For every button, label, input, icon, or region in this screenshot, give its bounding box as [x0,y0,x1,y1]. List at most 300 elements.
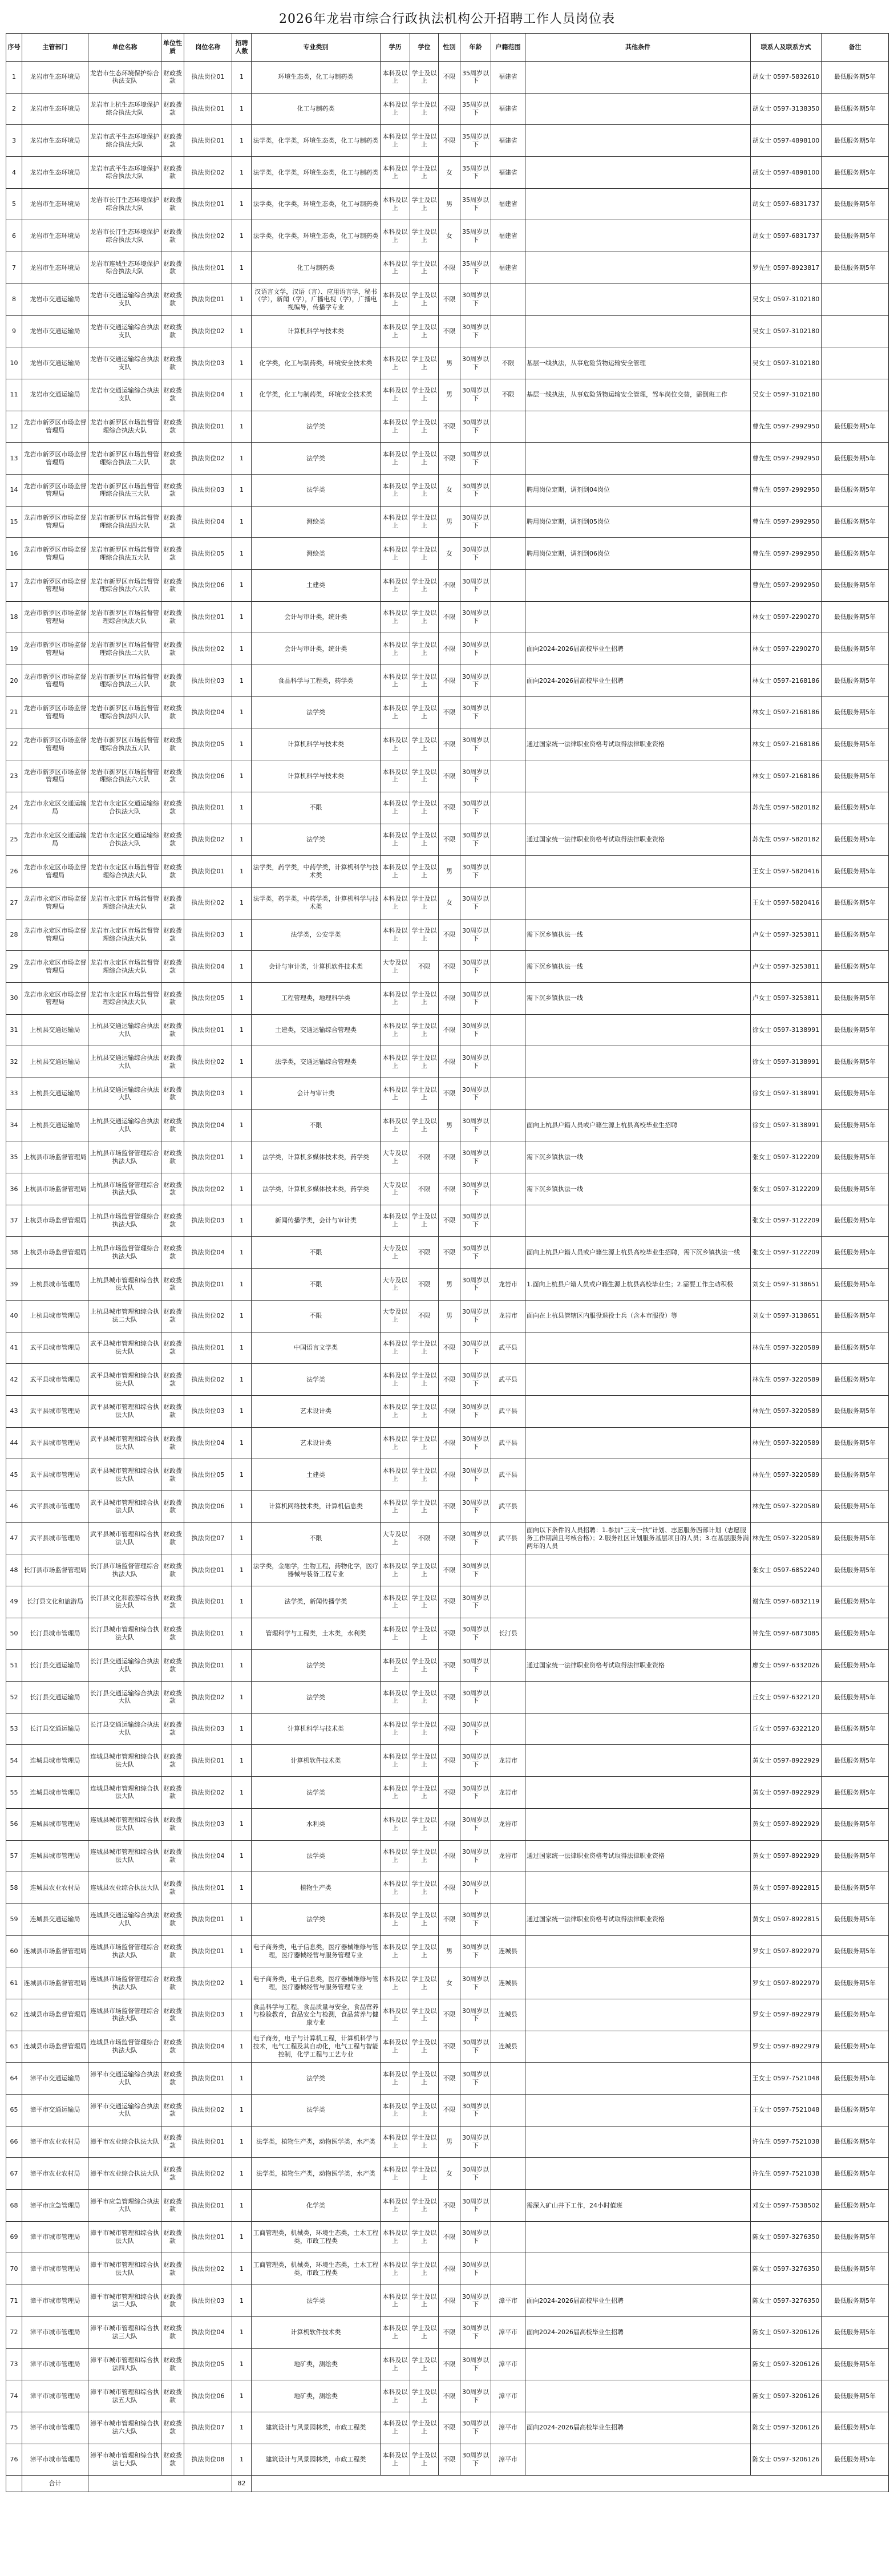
table-cell: 林女士 0597-2168186 [751,696,822,728]
table-cell: 上杭县交通运输综合执法大队 [88,1078,161,1110]
table-cell [525,1078,751,1110]
table-cell: 面向以下条件的人员招聘：1.参加“三支一扶”计划、志愿服务西部计划（志愿服务工作期满且考核合格）；2.服务社区计划服务基层项目的人员；3.在基层服务满两年的人员 [525,1522,751,1554]
table-cell [525,1427,751,1459]
table-cell: 本科及以上 [381,982,410,1014]
table-cell: 53 [6,1713,22,1745]
table-cell: 长汀县文化和旅游局 [22,1586,88,1618]
table-cell: 吴女士 0597-3102180 [751,283,822,315]
table-cell: 龙岩市新罗区市场监督管理局 [22,443,88,475]
table-row [6,1269,889,1301]
table-cell: 学士及以上 [410,1935,439,1967]
table-cell: 1 [232,2221,252,2253]
table-cell: 1 [232,2063,252,2095]
table-cell: 财政拨款 [161,1427,184,1459]
table-cell: 财政拨款 [161,919,184,951]
table-cell: 曹先生 0597-2992950 [751,411,822,443]
table-cell: 30周岁以下 [460,951,491,983]
table-cell: 龙岩市永定区市场监督管理综合执法大队 [88,982,161,1014]
table-cell: 不限 [439,1141,460,1173]
table-cell: 本科及以上 [381,1650,410,1682]
table-cell: 执法岗位01 [184,2190,232,2222]
table-cell: 财政拨款 [161,1205,184,1237]
table-cell: 吴女士 0597-3102180 [751,379,822,411]
table-cell: 财政拨款 [161,188,184,220]
table-cell: 9 [6,315,22,347]
table-cell: 1 [232,1967,252,1999]
table-cell: 法学类，化学类，环境生态类，化工与制药类 [252,157,381,189]
table-cell: 最低服务期5年 [822,951,889,983]
table-cell: 漳平市城市管理局 [22,2221,88,2253]
table-row [6,188,889,220]
table-cell: 龙岩市新罗区市场监督管理综合执法大队 [88,601,161,633]
table-cell: 徐女士 0597-3138991 [751,1046,822,1078]
table-cell: 本科及以上 [381,1490,410,1522]
table-cell: 不限 [439,824,460,856]
table-cell: 最低服务期5年 [822,506,889,538]
table-cell: 财政拨款 [161,347,184,379]
table-cell: 最低服务期5年 [822,2412,889,2444]
table-cell: 最低服务期5年 [822,919,889,951]
table-cell: 30周岁以下 [460,1872,491,1904]
table-row [6,315,889,347]
column-header: 备注 [822,34,889,62]
table-cell [525,315,751,347]
table-cell: 最低服务期5年 [822,2158,889,2190]
table-cell: 执法岗位04 [184,1237,232,1269]
table-cell: 财政拨款 [161,2348,184,2380]
table-cell: 1 [232,347,252,379]
table-cell: 29 [6,951,22,983]
table-cell [491,601,525,633]
table-cell: 不限 [252,1300,381,1332]
table-cell: 不限 [439,951,460,983]
table-cell: 长汀县交通运输综合执法大队 [88,1682,161,1714]
table-cell: 长汀县交通运输综合执法大队 [88,1713,161,1745]
table-cell: 龙岩市永定区市场监督管理局 [22,887,88,919]
table-cell: 丘女士 0597-6322120 [751,1713,822,1745]
table-cell: 连城县农业综合执法大队 [88,1872,161,1904]
table-cell: 财政拨款 [161,792,184,824]
table-cell: 通过国家统一法律职业资格考试取得法律职业资格 [525,824,751,856]
table-cell: 曹先生 0597-2992950 [751,474,822,506]
table-cell: 福建省 [491,220,525,252]
table-cell: 本科及以上 [381,1078,410,1110]
table-cell: 35周岁以下 [460,252,491,284]
table-cell: 财政拨款 [161,2221,184,2253]
table-cell: 1 [232,1078,252,1110]
table-cell: 福建省 [491,125,525,157]
table-cell: 财政拨款 [161,1967,184,1999]
table-cell [525,93,751,125]
table-cell: 本科及以上 [381,887,410,919]
table-cell: 男 [439,2126,460,2158]
table-cell [525,2221,751,2253]
table-cell: 学士及以上 [410,1808,439,1840]
table-cell: 不限 [252,1522,381,1554]
table-cell: 不限 [439,633,460,665]
table-cell: 30周岁以下 [460,665,491,697]
table-cell: 化工与制药类 [252,93,381,125]
table-cell: 长汀县交通运输综合执法大队 [88,1650,161,1682]
table-cell: 土建类 [252,570,381,602]
table-cell: 本科及以上 [381,792,410,824]
table-cell: 财政拨款 [161,220,184,252]
table-cell: 武平县城市管理局 [22,1427,88,1459]
table-row [6,2412,889,2444]
table-cell: 不限 [439,315,460,347]
table-cell: 1 [232,1427,252,1459]
table-cell: 财政拨款 [161,1459,184,1491]
table-cell: 财政拨款 [161,760,184,792]
table-cell: 电子商务类，电子信息类，医疗器械维修与管理，医疗器械经营与服务管理专业 [252,1935,381,1967]
table-cell: 最低服务期5年 [822,1141,889,1173]
table-cell: 不限 [439,1522,460,1554]
table-cell: 艺术设计类 [252,1427,381,1459]
table-cell: 最低服务期5年 [822,856,889,888]
table-cell: 1 [232,2348,252,2380]
table-cell: 测绘类 [252,506,381,538]
table-cell: 35周岁以下 [460,157,491,189]
table-cell: 23 [6,760,22,792]
table-cell: 龙岩市生态环境局 [22,93,88,125]
table-cell: 最低服务期5年 [822,62,889,94]
table-cell: 不限 [439,1903,460,1935]
table-cell: 1 [232,1586,252,1618]
table-cell: 龙岩市新罗区市场监督管理综合执法五大队 [88,728,161,760]
table-cell [525,1713,751,1745]
table-cell: 65 [6,2095,22,2127]
table-cell: 13 [6,443,22,475]
table-cell: 管理科学与工程类，土木类，水利类 [252,1618,381,1650]
table-cell: 上杭县交通运输综合执法大队 [88,1014,161,1046]
table-cell: 学士及以上 [410,1205,439,1237]
table-cell: 本科及以上 [381,1014,410,1046]
table-row [6,1014,889,1046]
table-cell: 38 [6,1237,22,1269]
table-cell: 长汀县文化和旅游综合执法大队 [88,1586,161,1618]
table-cell: 执法岗位03 [184,474,232,506]
table-cell: 不限 [410,1237,439,1269]
table-cell: 学士及以上 [410,1046,439,1078]
table-cell: 龙岩市新罗区市场监督管理综合执法六大队 [88,760,161,792]
table-cell: 1 [232,1522,252,1554]
table-cell: 1 [232,1459,252,1491]
table-cell: 法学类 [252,443,381,475]
table-cell: 30 [6,982,22,1014]
table-cell: 财政拨款 [161,62,184,94]
table-cell: 34 [6,1109,22,1141]
table-cell: 最低服务期5年 [822,982,889,1014]
table-row [6,696,889,728]
table-cell: 30周岁以下 [460,1459,491,1491]
table-cell: 武平县 [491,1364,525,1396]
table-cell: 不限 [439,1490,460,1522]
table-cell: 不限 [439,1808,460,1840]
table-cell: 苏先生 0597-5820182 [751,792,822,824]
table-cell: 30周岁以下 [460,2095,491,2127]
table-cell: 财政拨款 [161,1109,184,1141]
table-cell: 35 [6,1141,22,1173]
table-cell: 1 [232,315,252,347]
table-cell: 漳平市城市管理局 [22,2380,88,2412]
table-cell: 最低服务期5年 [822,1903,889,1935]
table-cell: 龙岩市永定区市场监督管理综合执法大队 [88,919,161,951]
column-header: 联系人及联系方式 [751,34,822,62]
table-cell: 最低服务期5年 [822,1872,889,1904]
table-cell: 1 [232,665,252,697]
table-cell: 25 [6,824,22,856]
table-cell: 1 [232,1141,252,1173]
table-cell: 1 [232,2158,252,2190]
table-cell: 1 [232,760,252,792]
table-cell: 最低服务期5年 [822,2126,889,2158]
table-cell: 龙岩市新罗区市场监督管理综合执法三大队 [88,474,161,506]
table-cell [491,1872,525,1904]
table-cell: 本科及以上 [381,570,410,602]
table-cell: 最低服务期5年 [822,1173,889,1205]
table-cell: 财政拨款 [161,1269,184,1301]
table-cell: 本科及以上 [381,2031,410,2063]
table-cell: 本科及以上 [381,601,410,633]
table-cell: 21 [6,696,22,728]
table-cell: 龙岩市交通运输局 [22,315,88,347]
table-cell: 通过国家统一法律职业资格考试取得法律职业资格 [525,1650,751,1682]
column-header: 专业类别 [252,34,381,62]
table-cell: 福建省 [491,252,525,284]
table-cell [525,570,751,602]
table-cell: 不限 [439,125,460,157]
table-cell: 执法岗位06 [184,1490,232,1522]
table-cell: 本科及以上 [381,474,410,506]
table-cell: 学士及以上 [410,1490,439,1522]
column-header: 招聘人数 [232,34,252,62]
table-cell: 执法岗位01 [184,2221,232,2253]
table-cell: 18 [6,601,22,633]
table-cell: 龙岩市新罗区市场监督管理综合执法三大队 [88,665,161,697]
table-cell: 执法岗位01 [184,1903,232,1935]
table-cell: 学士及以上 [410,1618,439,1650]
table-cell: 30周岁以下 [460,2412,491,2444]
table-cell: 漳平市 [491,2316,525,2348]
table-cell: 财政拨款 [161,887,184,919]
table-cell: 上杭县交通运输局 [22,1109,88,1141]
table-cell: 财政拨款 [161,1395,184,1427]
table-cell: 最低服务期5年 [822,1490,889,1522]
table-cell: 不限 [439,283,460,315]
table-cell: 男 [439,1300,460,1332]
table-cell [525,1618,751,1650]
table-cell: 张女士 0597-3122209 [751,1205,822,1237]
table-cell: 学士及以上 [410,1777,439,1809]
table-cell [525,601,751,633]
table-cell: 不限 [439,252,460,284]
table-cell [491,315,525,347]
table-cell: 最低服务期5年 [822,1364,889,1396]
table-cell: 不限 [439,1459,460,1491]
table-cell: 地矿类，测绘类 [252,2348,381,2380]
table-cell: 1 [232,1364,252,1396]
table-cell: 龙岩市新罗区市场监督管理综合执法五大队 [88,538,161,570]
table-cell: 56 [6,1808,22,1840]
table-cell: 长汀县交通运输局 [22,1713,88,1745]
table-cell: 不限 [439,2190,460,2222]
table-cell: 龙岩市交通运输综合执法支队 [88,283,161,315]
table-cell: 30周岁以下 [460,1395,491,1427]
table-cell: 陈女士 0597-3206126 [751,2380,822,2412]
table-cell: 执法岗位01 [184,1269,232,1301]
column-header: 年龄 [460,34,491,62]
table-cell: 本科及以上 [381,1745,410,1777]
table-cell: 最低服务期5年 [822,2221,889,2253]
table-cell: 电子商务类，电子信息类，医疗器械维修与管理，医疗器械经营与服务管理专业 [252,1967,381,1999]
table-cell: 30周岁以下 [460,283,491,315]
table-row [6,1777,889,1809]
table-cell: 学士及以上 [410,2285,439,2317]
table-cell: 1 [232,62,252,94]
table-cell: 漳平市城市管理和综合执法大队 [88,2221,161,2253]
table-cell: 本科及以上 [381,2158,410,2190]
table-cell: 1 [232,2095,252,2127]
table-cell: 不限 [439,2095,460,2127]
table-cell: 30周岁以下 [460,2190,491,2222]
table-cell: 学士及以上 [410,2221,439,2253]
table-cell: 1 [232,2412,252,2444]
table-cell: 学士及以上 [410,2348,439,2380]
table-cell: 最低服务期5年 [822,601,889,633]
table-cell: 30周岁以下 [460,1840,491,1872]
table-cell: 执法岗位03 [184,2285,232,2317]
table-cell: 执法岗位03 [184,1999,232,2031]
table-cell: 吴女士 0597-3102180 [751,315,822,347]
table-cell: 本科及以上 [381,1586,410,1618]
table-cell: 最低服务期5年 [822,1014,889,1046]
table-cell: 27 [6,887,22,919]
table-cell: 执法岗位01 [184,1618,232,1650]
table-cell: 财政拨款 [161,2031,184,2063]
table-cell [491,1141,525,1173]
table-cell: 7 [6,252,22,284]
column-header: 学位 [410,34,439,62]
table-cell: 1 [232,2316,252,2348]
table-cell: 法学类 [252,2095,381,2127]
table-cell [491,283,525,315]
table-cell: 学士及以上 [410,538,439,570]
table-cell: 最低服务期5年 [822,1237,889,1269]
table-cell: 胡女士 0597-5832610 [751,62,822,94]
table-cell: 不限 [439,1395,460,1427]
table-cell [491,1014,525,1046]
table-cell: 连城县 [491,1967,525,1999]
table-cell: 不限 [439,601,460,633]
table-cell: 法学类 [252,1777,381,1809]
table-cell: 龙岩市交通运输综合执法支队 [88,379,161,411]
table-cell: 最低服务期5年 [822,2316,889,2348]
table-row [6,1745,889,1777]
table-cell: 最低服务期5年 [822,665,889,697]
table-cell: 龙岩市新罗区市场监督管理综合执法二大队 [88,633,161,665]
table-cell: 执法岗位02 [184,1967,232,1999]
table-cell: 48 [6,1554,22,1586]
table-cell: 长汀县城市管理和综合执法大队 [88,1618,161,1650]
table-cell: 艺术设计类 [252,1395,381,1427]
table-cell [491,538,525,570]
table-cell: 连城县城市管理局 [22,1745,88,1777]
table-cell: 上杭县交通运输局 [22,1078,88,1110]
table-cell: 王女士 0597-5820416 [751,856,822,888]
table-cell: 长汀县市场监督管理综合执法大队 [88,1554,161,1586]
table-row [6,283,889,315]
table-cell [491,1682,525,1714]
table-cell: 工商管理类，机械类，环境生态类，土木工程类，市政工程类 [252,2221,381,2253]
table-cell [525,2063,751,2095]
table-cell: 30周岁以下 [460,2063,491,2095]
table-cell: 计算机软件技术类 [252,2316,381,2348]
header-row [6,34,889,62]
table-cell: 张女士 0597-3122209 [751,1141,822,1173]
table-cell: 龙岩市武平生态环境保护综合执法大队 [88,157,161,189]
table-cell: 面向2024-2026届高校毕业生招聘 [525,665,751,697]
table-cell: 本科及以上 [381,1682,410,1714]
table-cell [491,633,525,665]
table-cell: 学士及以上 [410,919,439,951]
table-cell: 龙岩市连城生态环境保护综合执法大队 [88,252,161,284]
table-cell: 上杭县市场监督管理局 [22,1237,88,1269]
table-cell: 黄女士 0597-8922815 [751,1903,822,1935]
table-cell: 61 [6,1967,22,1999]
table-cell: 71 [6,2285,22,2317]
table-cell: 财政拨款 [161,1173,184,1205]
table-cell: 连城县市场监督管理综合执法大队 [88,1967,161,1999]
table-cell: 30周岁以下 [460,1078,491,1110]
table-cell: 1 [232,1109,252,1141]
table-cell: 上杭县市场监督管理综合执法大队 [88,1237,161,1269]
table-cell: 1 [232,1173,252,1205]
table-cell: 不限 [439,696,460,728]
table-cell: 55 [6,1777,22,1809]
table-cell: 法学类 [252,1840,381,1872]
table-cell: 本科及以上 [381,1554,410,1586]
table-cell: 最低服务期5年 [822,792,889,824]
table-cell: 最低服务期5年 [822,1205,889,1237]
table-cell: 财政拨款 [161,2285,184,2317]
table-cell: 新闻传播学类，会计与审计类 [252,1205,381,1237]
table-cell: 30周岁以下 [460,443,491,475]
table-cell: 1 [232,93,252,125]
table-cell: 财政拨款 [161,1872,184,1904]
table-cell: 执法岗位04 [184,1427,232,1459]
table-cell: 执法岗位04 [184,506,232,538]
table-cell: 建筑设计与风景园林类，市政工程类 [252,2412,381,2444]
table-cell: 学士及以上 [410,443,439,475]
table-cell: 5 [6,188,22,220]
table-cell: 财政拨款 [161,1840,184,1872]
table-cell: 财政拨款 [161,1522,184,1554]
table-cell: 学士及以上 [410,696,439,728]
table-cell: 财政拨款 [161,411,184,443]
table-cell: 1 [232,1650,252,1682]
table-row [6,2190,889,2222]
table-row [6,62,889,94]
table-cell: 最低服务期5年 [822,1427,889,1459]
table-cell: 不限 [439,1777,460,1809]
table-cell: 漳平市交通运输局 [22,2063,88,2095]
table-cell: 长汀县 [491,1618,525,1650]
table-cell: 执法岗位03 [184,1205,232,1237]
table-cell: 学士及以上 [410,665,439,697]
table-cell: 学士及以上 [410,1872,439,1904]
table-cell: 1 [232,506,252,538]
table-row [6,1109,889,1141]
